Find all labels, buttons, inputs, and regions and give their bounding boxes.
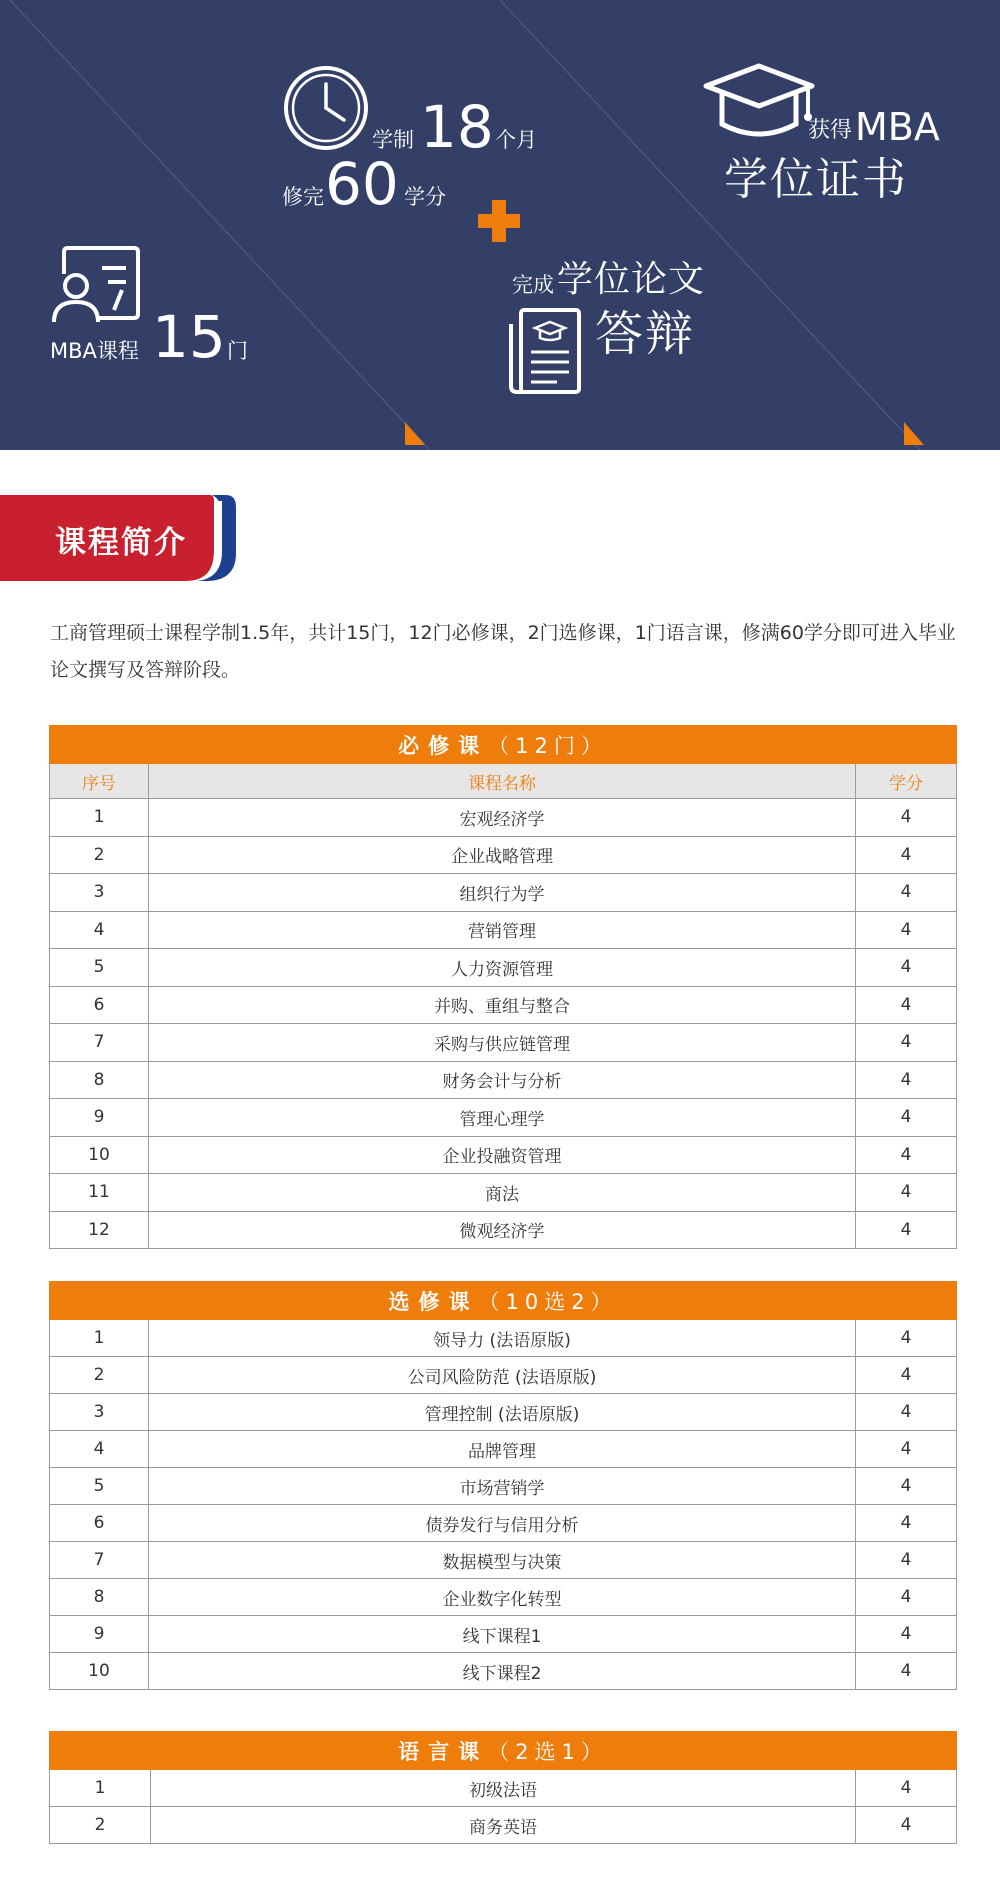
course-name: 品牌管理 [149,1431,856,1468]
course-credit: 4 [856,1320,957,1357]
thesis-defense: 答辩 [595,306,696,362]
plus-icon [476,198,522,244]
table-row [50,1579,957,1616]
course-credit: 4 [856,1099,957,1137]
table-title-count: （10选2） [478,1289,618,1314]
row-number: 11 [50,1174,149,1212]
column-header-course-name: 课程名称 [149,764,856,799]
course-credit: 4 [856,911,957,949]
row-number: 4 [50,911,149,949]
table-row [50,986,957,1024]
table-row [50,1807,957,1844]
row-number: 6 [50,1505,149,1542]
graduation-cap-icon [700,62,818,142]
table-row [50,1174,957,1212]
course-credit: 4 [856,1136,957,1174]
table-row [50,1431,957,1468]
row-number: 2 [50,1357,149,1394]
table-row [50,1770,957,1807]
row-number: 10 [50,1136,149,1174]
row-number: 8 [50,1579,149,1616]
course-name: 人力资源管理 [149,949,856,987]
course-name: 采购与供应链管理 [149,1024,856,1062]
degree-prefix: 获得 [808,118,853,143]
row-number: 3 [50,1394,149,1431]
table-title-label: 选修课 [388,1289,479,1314]
table-title [50,726,957,764]
course-name: 组织行为学 [149,874,856,912]
course-name: 宏观经济学 [149,799,856,837]
column-header-credit: 学分 [856,764,957,799]
course-name: 企业数字化转型 [149,1579,856,1616]
table-title-row [50,1282,957,1320]
table-row [50,1505,957,1542]
course-credit: 4 [856,1174,957,1212]
thesis-document-icon [497,304,587,396]
course-credit: 4 [856,1357,957,1394]
table-title [50,1732,957,1770]
course-name: 并购、重组与整合 [149,986,856,1024]
course-credit: 4 [856,1024,957,1062]
table-title [50,1282,957,1320]
course-credit: 4 [856,1653,957,1690]
row-number: 10 [50,1653,149,1690]
course-name: 财务会计与分析 [149,1061,856,1099]
course-name: 商法 [149,1174,856,1212]
course-credit: 4 [856,1211,957,1249]
course-credit: 4 [856,1394,957,1431]
table-title-count: （12门） [488,733,608,758]
row-number: 1 [50,799,149,837]
thesis-prefix: 完成 [512,273,554,297]
table-row [50,949,957,987]
course-name: 企业投融资管理 [149,1136,856,1174]
section-title: 课程简介 [55,525,187,561]
intro-paragraph: 工商管理硕士课程学制1.5年，共计15门，12门必修课，2门选修课，1门语言课，修满60学分即可进入毕业论文撰写及答辩阶段。 [50,622,956,681]
thesis-line1: 学位论文 [557,259,706,300]
row-number: 2 [50,1807,151,1844]
study-prefix: 学制 [372,128,414,152]
row-number: 1 [50,1770,151,1807]
degree-certificate: 学位证书 [724,154,908,205]
course-name: 数据模型与决策 [149,1542,856,1579]
course-credit: 4 [856,1542,957,1579]
course-credit: 4 [856,874,957,912]
language-courses-table [49,1731,957,1844]
row-number: 8 [50,1061,149,1099]
study-number: 18 [420,93,494,161]
course-credit: 4 [856,986,957,1024]
table-row [50,1211,957,1249]
course-name: 线下课程2 [149,1653,856,1690]
course-name: 线下课程1 [149,1616,856,1653]
table-row [50,1357,957,1394]
hero-banner [0,0,1000,450]
courses-prefix: MBA课程 [50,339,139,363]
course-credit: 4 [856,836,957,874]
row-number: 9 [50,1099,149,1137]
table-header-row [50,764,957,799]
course-name: 初级法语 [151,1770,856,1807]
study-unit: 个月 [495,128,537,152]
table-row [50,799,957,837]
table-row [50,874,957,912]
table-row [50,1136,957,1174]
course-name: 市场营销学 [149,1468,856,1505]
course-credit: 4 [856,1505,957,1542]
course-credit: 4 [856,1807,957,1844]
table-row [50,1024,957,1062]
course-credit: 4 [856,1616,957,1653]
table-row [50,1320,957,1357]
row-number: 12 [50,1211,149,1249]
course-name: 企业战略管理 [149,836,856,874]
course-credit: 4 [856,949,957,987]
required-courses-table [49,725,957,1249]
row-number: 5 [50,949,149,987]
table-row [50,1099,957,1137]
courses-unit: 门 [227,339,248,363]
student-course-icon [50,244,142,326]
table-row [50,1394,957,1431]
table-row [50,911,957,949]
credits-number: 60 [325,150,399,218]
course-credit: 4 [856,1431,957,1468]
table-title-label: 语言课 [398,1739,489,1764]
course-credit: 4 [856,1770,957,1807]
row-number: 3 [50,874,149,912]
course-credit: 4 [856,1468,957,1505]
table-row [50,1542,957,1579]
table-row [50,1061,957,1099]
course-name: 营销管理 [149,911,856,949]
column-header-number: 序号 [50,764,149,799]
table-title-row [50,1732,957,1770]
course-name: 商务英语 [151,1807,856,1844]
table-title-label: 必修课 [398,733,489,758]
row-number: 9 [50,1616,149,1653]
row-number: 2 [50,836,149,874]
clock-icon [282,64,370,152]
table-row [50,1468,957,1505]
row-number: 1 [50,1320,149,1357]
row-number: 7 [50,1542,149,1579]
row-number: 7 [50,1024,149,1062]
course-name: 管理控制 (法语原版) [149,1394,856,1431]
course-credit: 4 [856,1579,957,1616]
row-number: 5 [50,1468,149,1505]
elective-courses-table [49,1281,957,1690]
table-row [50,1653,957,1690]
courses-number: 15 [152,303,226,371]
degree-mba: MBA [855,105,940,149]
course-name: 债券发行与信用分析 [149,1505,856,1542]
table-row [50,836,957,874]
row-number: 4 [50,1431,149,1468]
course-credit: 4 [856,1061,957,1099]
table-row [50,1616,957,1653]
credits-unit: 学分 [404,185,446,209]
orange-corner-mark [904,422,924,445]
row-number: 6 [50,986,149,1024]
course-credit: 4 [856,799,957,837]
table-title-row [50,726,957,764]
course-name: 领导力 (法语原版) [149,1320,856,1357]
course-name: 微观经济学 [149,1211,856,1249]
course-name: 管理心理学 [149,1099,856,1137]
credits-prefix: 修完 [282,185,324,209]
table-title-count: （2选1） [488,1739,608,1764]
course-name: 公司风险防范 (法语原版) [149,1357,856,1394]
